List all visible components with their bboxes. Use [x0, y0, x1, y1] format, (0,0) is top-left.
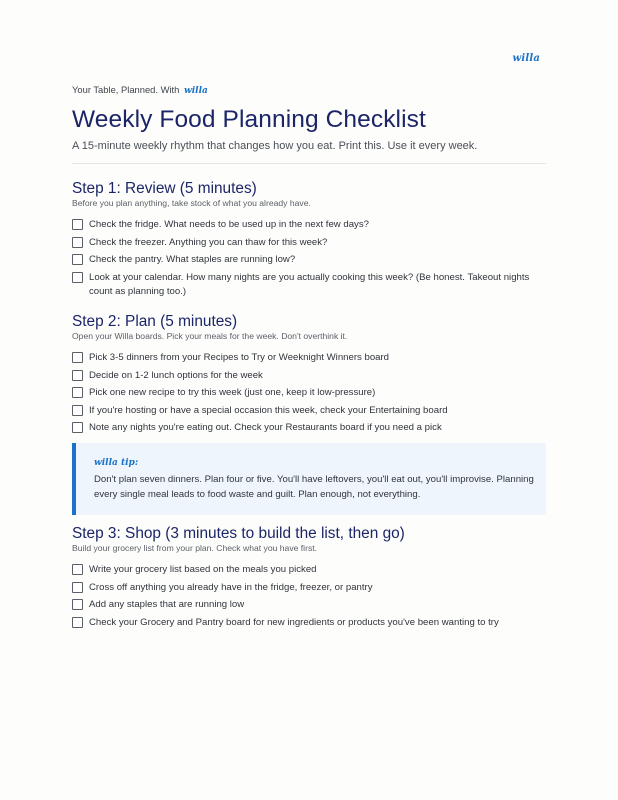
- checkbox[interactable]: [72, 219, 83, 230]
- section-description: Build your grocery list from your plan. Check what you have first.: [72, 543, 318, 553]
- checkbox[interactable]: [72, 254, 83, 265]
- checklist-item: [72, 421, 546, 435]
- checkbox[interactable]: [72, 405, 83, 416]
- checkbox[interactable]: [72, 599, 83, 610]
- checklist-item: [72, 404, 546, 418]
- checkbox[interactable]: [72, 582, 83, 593]
- checklist-item-text: Write your grocery list based on the meals you picked: [89, 564, 317, 575]
- tagline-text: Your Table, Planned. With: [72, 84, 180, 95]
- checklist-item-text: Note any nights you're eating out. Check your Restaurants board if you need a pick: [89, 422, 442, 434]
- section-description: Before you plan anything, take stock of what you already have.: [72, 198, 311, 208]
- checkbox[interactable]: [72, 237, 83, 248]
- checklist-item: [72, 271, 546, 299]
- checklist-item: [72, 351, 546, 365]
- section-heading: Step 2: Plan (5 minutes): [72, 313, 238, 330]
- checklist-item-text: Check your Grocery and Pantry board for new ingredients or products you've been wanting to try: [89, 616, 499, 628]
- brand-logo: willa: [512, 53, 540, 64]
- checklist-item-text: Add any staples that are running low: [89, 599, 245, 611]
- section-step-1: [72, 180, 546, 302]
- tip-text: Don't plan seven dinners. Plan four or five. You'll have leftovers, you'll eat out, you'll improvise. Planning every single meal leads to food waste and guilt. Plan enough, not everything.: [94, 474, 534, 500]
- checkbox[interactable]: [72, 352, 83, 363]
- checklist-item-text: Pick one new recipe to try this week (just one, keep it low-pressure): [89, 387, 376, 399]
- checklist-item: [72, 616, 546, 630]
- checklist-item: [72, 369, 546, 383]
- section-description: Open your Willa boards. Pick your meals for the week. Don't overthink it.: [72, 331, 348, 341]
- page-subtitle: A 15-minute weekly rhythm that changes how you eat. Print this. Use it every week.: [72, 140, 478, 152]
- section-step-3: [72, 525, 546, 633]
- checklist-item-text: Check the freezer. Anything you can thaw for this week?: [89, 236, 328, 248]
- checklist-item: [72, 386, 546, 400]
- checklist-item-text: Check the pantry. What staples are running low?: [89, 254, 296, 266]
- section-heading: Step 1: Review (5 minutes): [72, 180, 257, 197]
- checkbox[interactable]: [72, 387, 83, 398]
- checklist-item: [72, 581, 546, 595]
- checklist-item: [72, 218, 546, 232]
- divider: [72, 163, 546, 164]
- checklist-item-text: Check the fridge. What needs to be used up in the next few days?: [89, 219, 369, 230]
- section-step-2: [72, 313, 546, 439]
- checklist-item-text: Cross off anything you already have in the fridge, freezer, or pantry: [89, 581, 373, 593]
- checklist: [72, 218, 546, 299]
- checkbox[interactable]: [72, 272, 83, 283]
- tagline-brand: willa: [183, 86, 208, 96]
- checklist: [72, 563, 546, 630]
- tip-callout: [72, 443, 546, 515]
- tagline: [72, 84, 208, 96]
- checklist-item-text: Look at your calendar. How many nights are you actually cooking this week? (Be honest. Takeout nights count as planning too.): [89, 271, 530, 297]
- checkbox[interactable]: [72, 422, 83, 433]
- checkbox[interactable]: [72, 617, 83, 628]
- checkbox[interactable]: [72, 564, 83, 575]
- checklist: [72, 351, 546, 435]
- page-title: Weekly Food Planning Checklist: [72, 106, 426, 133]
- checklist-item-text: Pick 3-5 dinners from your Recipes to Try or Weeknight Winners board: [89, 352, 390, 363]
- checklist-item: [72, 236, 546, 250]
- checklist-item-text: If you're hosting or have a special occasion this week, check your Entertaining board: [89, 404, 448, 416]
- checklist-item: [72, 253, 546, 267]
- checklist-item-text: Decide on 1-2 lunch options for the week: [89, 369, 263, 381]
- tip-label: willa tip:: [94, 458, 139, 468]
- checkbox[interactable]: [72, 370, 83, 381]
- checklist-item: [72, 598, 546, 612]
- checklist-page: [72, 0, 546, 800]
- section-heading: Step 3: Shop (3 minutes to build the list, then go): [72, 525, 405, 542]
- checklist-item: [72, 563, 546, 577]
